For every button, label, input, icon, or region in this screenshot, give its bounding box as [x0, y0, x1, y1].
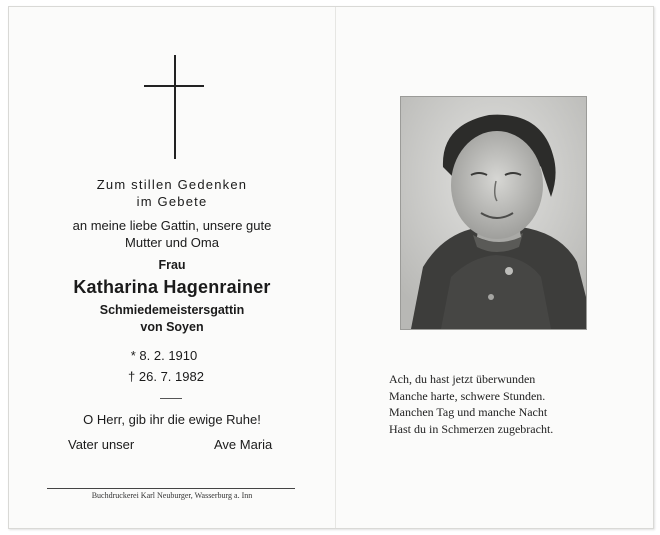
prayer-vater-unser: Vater unser: [68, 437, 135, 452]
poem: [389, 371, 553, 437]
divider-short: [160, 398, 182, 399]
cross-icon: [174, 55, 176, 159]
portrait-photo: [400, 96, 587, 330]
origin: von Soyen: [140, 320, 204, 334]
poem-line-4: Hast du in Schmerzen zugebracht.: [389, 421, 554, 436]
prayer-line: O Herr, gib ihr die ewige Ruhe!: [83, 412, 261, 427]
printer-imprint: Buchdruckerei Karl Neuburger, Wasserburg a. Inn: [91, 491, 253, 500]
title-frau: Frau: [158, 258, 186, 272]
intro-line-1: an meine liebe Gattin, unsere gute: [72, 218, 272, 233]
death-date: † 26. 7. 1982: [128, 369, 204, 384]
occupation: Schmiedemeistersgattin: [99, 303, 245, 317]
heading-line-2: im Gebete: [136, 194, 208, 209]
poem-line-2: Manche harte, schwere Stunden.: [389, 388, 546, 403]
prayer-ave-maria: Ave Maria: [214, 437, 273, 452]
intro-line-2: Mutter und Oma: [125, 235, 219, 250]
cross-icon-bar: [144, 85, 204, 87]
footer-rule: [47, 488, 295, 489]
poem-line-1: Ach, du hast jetzt überwunden: [389, 372, 536, 386]
heading-line-1: Zum stillen Gedenken: [96, 177, 248, 192]
birth-date: * 8. 2. 1910: [130, 348, 198, 363]
memorial-card: [8, 6, 654, 529]
left-panel: [9, 7, 336, 528]
poem-line-3: Manchen Tag und manche Nacht: [389, 405, 548, 419]
right-panel: [336, 7, 653, 528]
deceased-name: Katharina Hagenrainer: [73, 277, 271, 297]
portrait-illustration: [401, 97, 586, 329]
